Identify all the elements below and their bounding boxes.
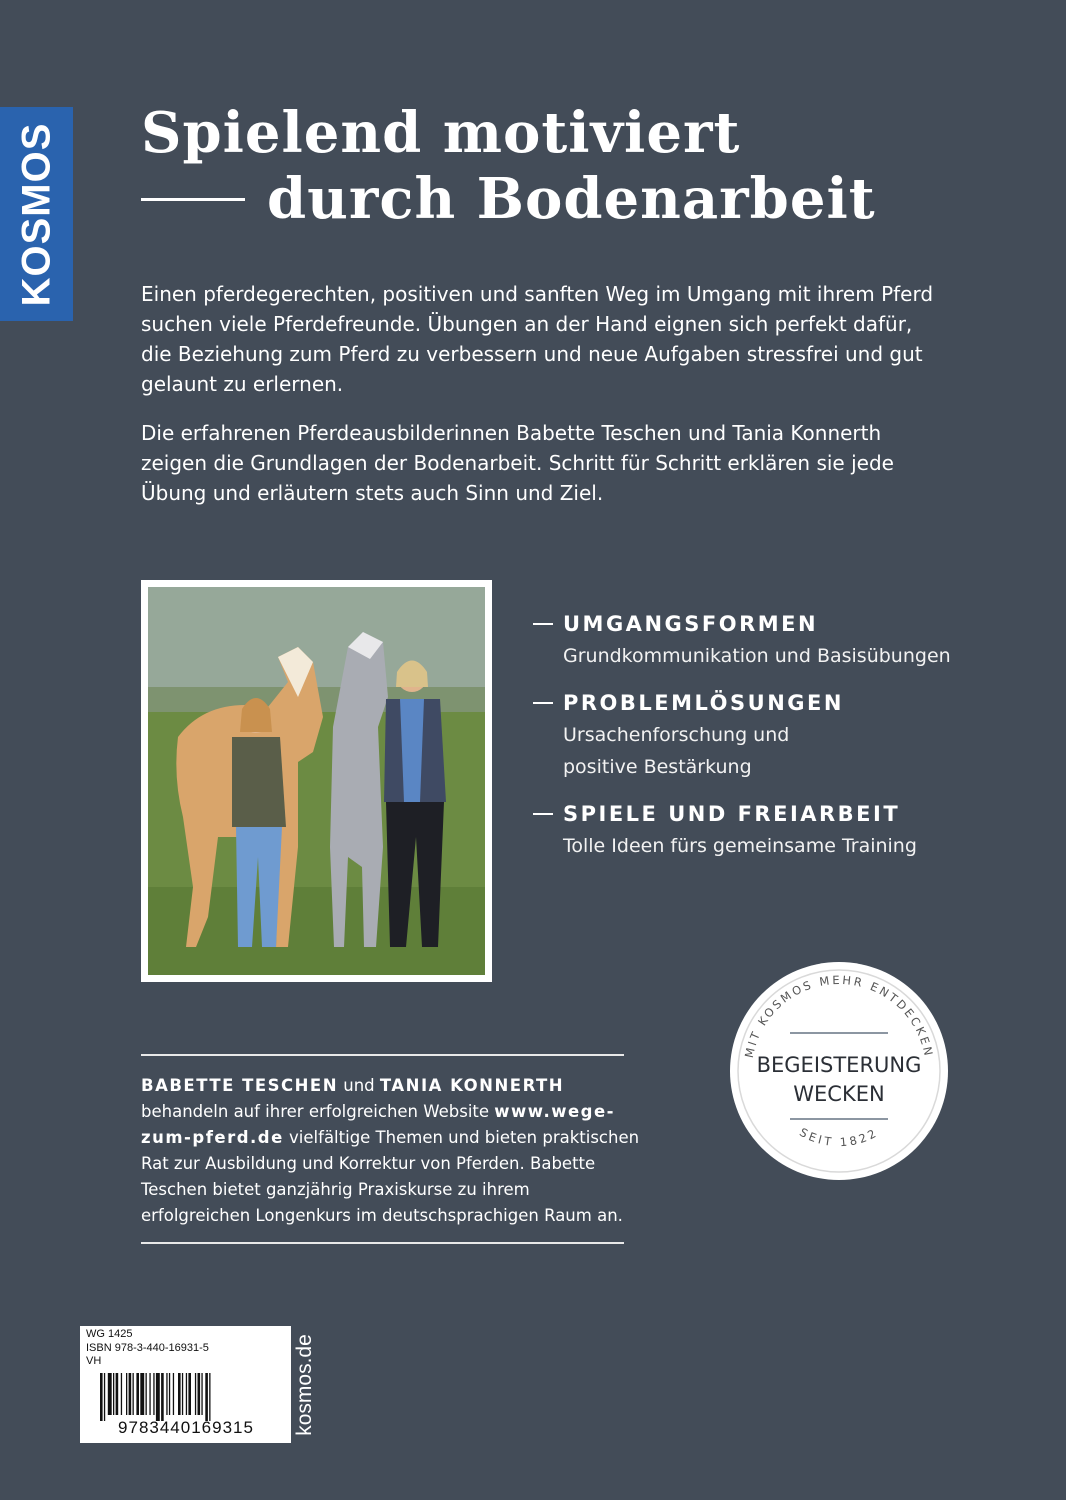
bio-author-2: TANIA KONNERTH (379, 1076, 565, 1095)
barcode-bar (121, 1373, 122, 1415)
intro-text (141, 279, 941, 527)
feature-title: PROBLEMLÖSUNGEN (563, 691, 844, 715)
horses-photo-illustration (148, 587, 485, 975)
site-url: kosmos.de (292, 1333, 316, 1436)
feature-dash (533, 813, 553, 815)
barcode-bar (201, 1373, 202, 1415)
feature-title: SPIELE UND FREIARBEIT (563, 802, 901, 826)
bio-connector: und (343, 1076, 375, 1095)
feature-description: Grundkommunikation und Basisübungen (563, 645, 951, 667)
barcode-bar (153, 1373, 154, 1415)
headline-line-1: Spielend motiviert (141, 100, 741, 166)
seal-line-1: BEGEISTERUNG (756, 1053, 922, 1077)
site-label (291, 1326, 318, 1443)
author-bio (141, 1073, 641, 1229)
barcode-bar (113, 1373, 114, 1415)
bio-website-link[interactable]: www.wege-zum-pferd.de (141, 1102, 616, 1147)
seal-line-2: WECKEN (793, 1082, 885, 1106)
barcode-bar (186, 1373, 187, 1415)
headline (141, 100, 876, 232)
bio-text-1: behandeln auf ihrer erfolgreichen Website (141, 1102, 490, 1121)
barcode-bar (205, 1373, 208, 1421)
woman-left (232, 737, 286, 827)
headline-line-2: durch Bodenarbeit (267, 166, 876, 232)
barcode-bar (166, 1373, 167, 1415)
bio-author-1: BABETTE TESCHEN (141, 1076, 339, 1095)
seal-arc-top-text: MIT KOSMOS MEHR ENTDECKEN (741, 972, 937, 1060)
barcode-bar (133, 1373, 134, 1415)
feature-item (533, 691, 1043, 783)
bio-rule-top (141, 1054, 624, 1056)
kosmos-logo (0, 107, 73, 321)
barcode-digits: 9783440169315 (118, 1417, 254, 1435)
barcode-bar (116, 1373, 119, 1415)
feature-list (533, 612, 1043, 881)
barcode-bar (209, 1373, 210, 1421)
barcode-vh: VH (86, 1355, 102, 1367)
barcode-bar (178, 1373, 181, 1415)
barcode-bars (100, 1373, 211, 1421)
headline-dash (141, 198, 245, 201)
intro-paragraph-1: Einen pferdegerechten, positiven und sanften Weg im Umgang mit ihrem Pferd suchen viele Pferdefreunde. Übungen an der Hand eignen sich perfekt dafür, die Beziehung zum Pferd zu verbessern und neue Aufgaben stressfrei und gut gelaunt zu erlernen. (141, 282, 934, 396)
barcode (86, 1371, 285, 1435)
feature-dash (533, 623, 553, 625)
barcode-bar (156, 1373, 160, 1421)
barcode-bar (198, 1373, 201, 1415)
seal-arc-bottom-text: SEIT 1822 (797, 1125, 881, 1150)
barcode-bar (136, 1373, 139, 1415)
feature-dash (533, 702, 553, 704)
feature-item (533, 612, 1043, 672)
barcode-bar (129, 1373, 132, 1415)
author-photo (148, 587, 485, 975)
kosmos-logo-text: KOSMOS (14, 122, 59, 306)
author-photo-frame (141, 580, 492, 982)
feature-title: UMGANGSFORMEN (563, 612, 819, 636)
barcode-bar (161, 1373, 164, 1421)
barcode-box (80, 1326, 291, 1443)
barcode-bar (195, 1373, 196, 1415)
barcode-wg: WG 1425 (86, 1328, 133, 1340)
bio-text-2: vielfältige Themen und bieten praktischen Rat zur Ausbildung und Korrektur von Pferden. Babette Teschen bietet ganzjährig Praxiskurse zu ihrem erfolgreichen Longenkurs im deutschsprachigen Raum an. (141, 1128, 640, 1225)
barcode-bar (182, 1373, 183, 1415)
intro-paragraph-2: Die erfahrenen Pferdeausbilderinnen Babette Teschen und Tania Konnerth zeigen die Grundlagen der Bodenarbeit. Schritt für Schritt erklären sie jede Übung und erläutern stets auch Sinn und Ziel. (141, 421, 894, 505)
barcode-bar (104, 1373, 105, 1421)
feature-description: Tolle Ideen fürs gemeinsame Training (563, 835, 917, 857)
feature-description: Ursachenforschung und positive Bestärkung (563, 724, 790, 778)
barcode-bar (188, 1373, 191, 1415)
barcode-bar (173, 1373, 174, 1415)
bio-rule-bottom (141, 1242, 624, 1244)
headline-line-2-row (141, 166, 876, 232)
barcode-bar (169, 1373, 170, 1415)
barcode-bar (149, 1373, 150, 1415)
feature-item (533, 802, 1043, 862)
barcode-bar (146, 1373, 147, 1415)
barcode-bar (126, 1373, 127, 1415)
barcode-bar (140, 1373, 144, 1415)
barcode-bar (108, 1373, 112, 1415)
brand-seal (730, 962, 948, 1180)
barcode-isbn: ISBN 978-3-440-16931-5 (86, 1341, 209, 1354)
barcode-bar (100, 1373, 103, 1421)
